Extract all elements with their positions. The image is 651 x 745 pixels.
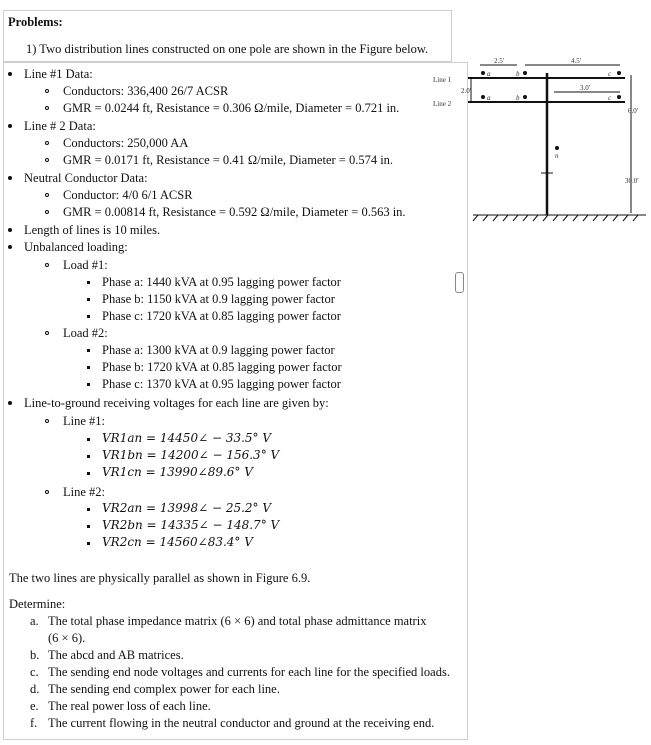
- voltages-line1-label: Line #1:: [63, 414, 106, 428]
- voltages-line2-label: Line #2:: [63, 485, 106, 499]
- square-bullet: [87, 525, 90, 528]
- bullet-dot: [8, 72, 12, 76]
- task-mark: b.: [30, 648, 40, 662]
- sub-bullet: [45, 419, 49, 423]
- vr2-an: VR2an = 13998∠ − 25.2° V: [102, 501, 272, 515]
- line1-heading: Line #1 Data:: [24, 67, 93, 81]
- square-bullet: [87, 438, 90, 441]
- load1-phase-b: Phase b: 1150 kVA at 0.9 lagging power factor: [102, 292, 335, 306]
- task-text: The sending end complex power for each line.: [48, 682, 280, 696]
- determine-heading: Determine:: [9, 597, 66, 611]
- conductor-a2: [481, 95, 485, 99]
- bullet-dot: [8, 124, 12, 128]
- vr2-cn: VR2cn = 14560∠83.4° V: [102, 535, 253, 549]
- conductor-a1: [481, 71, 485, 75]
- neutral-gmr: GMR = 0.00814 ft, Resistance = 0.592 Ω/mile, Diameter = 0.563 in.: [63, 205, 406, 219]
- square-bullet: [87, 298, 90, 301]
- bullet-dot: [8, 176, 12, 180]
- phase-label-c2: c: [608, 94, 612, 102]
- phase-label-n: n: [555, 152, 559, 160]
- phase-label-c1: c: [608, 70, 612, 78]
- phase-label-b2: b: [516, 94, 520, 102]
- square-bullet: [87, 281, 90, 284]
- line-length: Length of lines is 10 miles.: [24, 223, 161, 237]
- sub-bullet: [45, 490, 49, 494]
- vr1-bn: VR1bn = 14200∠ − 156.3° V: [102, 448, 280, 462]
- square-bullet: [87, 383, 90, 386]
- neutral-conductor: [555, 146, 559, 150]
- sub-bullet: [45, 210, 49, 214]
- conductor-c1: [617, 71, 621, 75]
- conductor-c2: [617, 95, 621, 99]
- voltages-heading: Line-to-ground receiving voltages for each line are given by:: [24, 396, 329, 410]
- dim-label-300: 30.0′: [625, 177, 639, 185]
- bullet-dot: [8, 228, 12, 232]
- line2-conductors: Conductors: 250,000 AA: [63, 136, 189, 150]
- load2-phase-c: Phase c: 1370 kVA at 0.95 lagging power factor: [102, 377, 341, 391]
- load1-label: Load #1:: [63, 258, 108, 272]
- sub-bullet: [45, 141, 49, 145]
- line2-label: Line 2: [433, 100, 452, 108]
- dim-label-45: 4.5′: [571, 57, 582, 65]
- dim-label-60: 6.0′: [628, 107, 639, 115]
- phase-label-a1: a: [487, 70, 491, 78]
- load2-phase-a: Phase a: 1300 kVA at 0.9 lagging power factor: [102, 343, 335, 357]
- bullet-dot: [8, 401, 12, 405]
- loading-heading: Unbalanced loading:: [24, 240, 128, 254]
- line1-label: Line 1: [433, 76, 452, 84]
- sub-bullet: [45, 193, 49, 197]
- square-bullet: [87, 455, 90, 458]
- load2-phase-b: Phase b: 1720 kVA at 0.85 lagging power factor: [102, 360, 342, 374]
- neutral-heading: Neutral Conductor Data:: [24, 171, 148, 185]
- load1-phase-a: Phase a: 1440 kVA at 0.95 lagging power factor: [102, 275, 341, 289]
- pole-configuration-figure: [428, 55, 648, 230]
- neutral-conductor: Conductor: 4/0 6/1 ACSR: [63, 188, 193, 202]
- line2-gmr: GMR = 0.0171 ft, Resistance = 0.41 Ω/mile, Diameter = 0.574 in.: [63, 153, 394, 167]
- conductor-b2: [523, 95, 527, 99]
- task-text: The sending end node voltages and currents for each line for the specified loads.: [48, 665, 450, 679]
- conductor-b1: [523, 71, 527, 75]
- task-mark: d.: [30, 682, 40, 696]
- page-title: Problems:: [8, 15, 63, 29]
- task-text: (6 × 6).: [48, 631, 86, 645]
- line2-heading: Line # 2 Data:: [24, 119, 96, 133]
- sub-bullet: [45, 263, 49, 267]
- sub-bullet: [45, 331, 49, 335]
- phase-label-a2: a: [487, 94, 491, 102]
- sub-bullet: [45, 158, 49, 162]
- vr1-cn: VR1cn = 13990∠89.6° V: [102, 465, 253, 479]
- task-text: The real power loss of each line.: [48, 699, 211, 713]
- vr1-an: VR1an = 14450∠ − 33.5° V: [102, 431, 272, 445]
- scrollbar-thumb[interactable]: [455, 272, 464, 293]
- task-mark: f.: [30, 716, 38, 730]
- load2-label: Load #2:: [63, 326, 108, 340]
- dim-label-25: 2.5′: [494, 57, 505, 65]
- bullet-dot: [8, 245, 12, 249]
- sub-bullet: [45, 89, 49, 93]
- line1-conductors: Conductors: 336,400 26/7 ACSR: [63, 84, 229, 98]
- ground-hatching: [473, 215, 638, 221]
- square-bullet: [87, 508, 90, 511]
- task-mark: a.: [30, 614, 39, 628]
- problem-statement: 1) Two distribution lines constructed on one pole are shown in the Figure below.: [26, 42, 429, 56]
- task-mark: e.: [30, 699, 39, 713]
- square-bullet: [87, 472, 90, 475]
- square-bullet: [87, 366, 90, 369]
- load1-phase-c: Phase c: 1720 kVA at 0.85 lagging power factor: [102, 309, 341, 323]
- phase-label-b1: b: [516, 70, 520, 78]
- dim-label-30: 3.0′: [580, 84, 591, 92]
- dim-label-20: 2.0′: [461, 87, 472, 95]
- task-text: The abcd and AB matrices.: [48, 648, 184, 662]
- square-bullet: [87, 349, 90, 352]
- parallel-note: The two lines are physically parallel as shown in Figure 6.9.: [9, 571, 311, 585]
- line1-gmr: GMR = 0.0244 ft, Resistance = 0.306 Ω/mile, Diameter = 0.721 in.: [63, 101, 400, 115]
- sub-bullet: [45, 106, 49, 110]
- square-bullet: [87, 542, 90, 545]
- vr2-bn: VR2bn = 14335∠ − 148.7° V: [102, 518, 280, 532]
- task-text: The total phase impedance matrix (6 × 6) and total phase admittance matrix: [48, 614, 427, 628]
- task-mark: c.: [30, 665, 39, 679]
- task-text: The current flowing in the neutral conductor and ground at the receiving end.: [48, 716, 435, 730]
- square-bullet: [87, 315, 90, 318]
